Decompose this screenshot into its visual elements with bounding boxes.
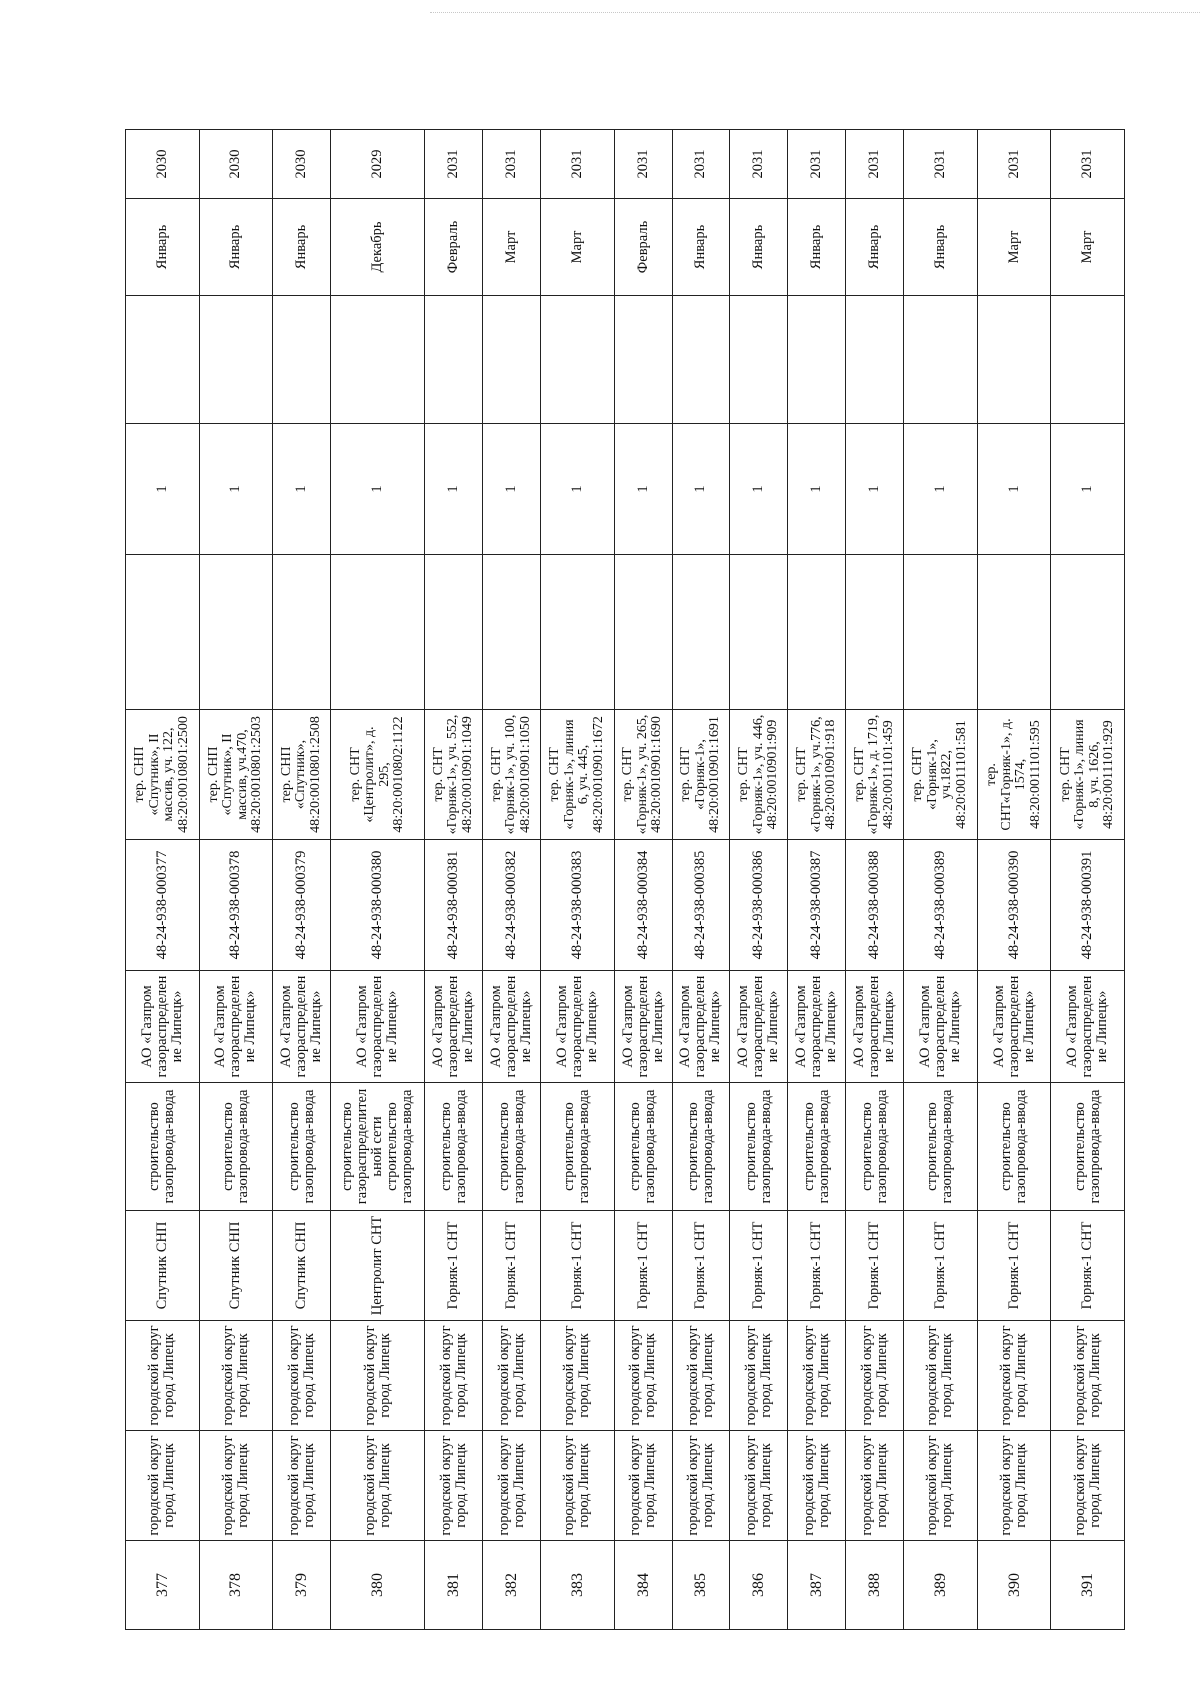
cell-month: Февраль	[425, 199, 483, 296]
cell-work-type: строительство газопровода-ввода	[199, 1083, 273, 1211]
cell-address: тер. СНТ «Горняк-1», уч. 552, 48:20:0010901:1049	[425, 710, 483, 840]
cell-empty-2	[614, 296, 672, 424]
cell-district: городской округ город Липецк	[672, 1431, 730, 1541]
cell-empty	[1051, 555, 1125, 710]
cell-month: Январь	[846, 199, 904, 296]
cell-row-number: 383	[541, 1541, 615, 1630]
cell-row-number: 382	[483, 1541, 541, 1630]
cell-settlement: городской округ город Липецк	[1051, 1321, 1125, 1431]
cell-empty-2	[199, 296, 273, 424]
cell-district: городской округ город Липецк	[904, 1431, 978, 1541]
cell-empty	[273, 555, 331, 710]
cell-work-type: строительство газопровода-ввода	[977, 1083, 1051, 1211]
cell-row-number: 390	[977, 1541, 1051, 1630]
cell-month: Январь	[199, 199, 273, 296]
table-row	[977, 130, 1051, 1630]
cell-empty-2	[730, 296, 788, 424]
cell-object-code: 48-24-938-000384	[614, 840, 672, 971]
cell-object-name: Горняк-1 СНТ	[730, 1211, 788, 1321]
cell-month: Январь	[273, 199, 331, 296]
cell-work-type: строительство газопровода-ввода	[425, 1083, 483, 1211]
scan-edge-line	[430, 12, 1200, 13]
cell-organization: АО «Газпром газораспределение Липецк»	[331, 971, 425, 1083]
cell-settlement: городской округ город Липецк	[730, 1321, 788, 1431]
cell-work-type: строительство газопровода-ввода	[904, 1083, 978, 1211]
cell-object-name: Горняк-1 СНТ	[614, 1211, 672, 1321]
cell-row-number: 386	[730, 1541, 788, 1630]
cell-quantity: 1	[1051, 424, 1125, 555]
cell-object-name: Спутник СНП	[199, 1211, 273, 1321]
cell-empty-2	[541, 296, 615, 424]
table-row	[614, 130, 672, 1630]
cell-year: 2031	[614, 130, 672, 199]
cell-row-number: 384	[614, 1541, 672, 1630]
table-row	[541, 130, 615, 1630]
cell-quantity: 1	[977, 424, 1051, 555]
cell-year: 2031	[672, 130, 730, 199]
cell-year: 2031	[904, 130, 978, 199]
gasification-schedule-table	[125, 129, 1125, 1630]
cell-organization: АО «Газпром газораспределение Липецк»	[904, 971, 978, 1083]
cell-district: городской округ город Липецк	[425, 1431, 483, 1541]
cell-district: городской округ город Липецк	[126, 1431, 200, 1541]
cell-object-code: 48-24-938-000377	[126, 840, 200, 971]
cell-district: городской округ город Липецк	[1051, 1431, 1125, 1541]
cell-month: Январь	[730, 199, 788, 296]
cell-month: Март	[977, 199, 1051, 296]
cell-year: 2030	[199, 130, 273, 199]
cell-address: тер. СНТ «Горняк-1», 48:20:0010901:1691	[672, 710, 730, 840]
cell-object-name: Горняк-1 СНТ	[1051, 1211, 1125, 1321]
cell-organization: АО «Газпром газораспределение Липецк»	[614, 971, 672, 1083]
table-row	[1051, 130, 1125, 1630]
cell-quantity: 1	[788, 424, 846, 555]
cell-object-code: 48-24-938-000379	[273, 840, 331, 971]
cell-year: 2031	[846, 130, 904, 199]
cell-district: городской округ город Липецк	[541, 1431, 615, 1541]
cell-empty	[904, 555, 978, 710]
cell-address: тер. СНТ «Центролит», д. 295, 48:20:0010802:1122	[331, 710, 425, 840]
cell-object-code: 48-24-938-000389	[904, 840, 978, 971]
cell-empty-2	[1051, 296, 1125, 424]
cell-object-name: Горняк-1 СНТ	[541, 1211, 615, 1321]
cell-organization: АО «Газпром газораспределение Липецк»	[483, 971, 541, 1083]
cell-row-number: 389	[904, 1541, 978, 1630]
cell-district: городской округ город Липецк	[730, 1431, 788, 1541]
cell-work-type: строительство газопровода-ввода	[541, 1083, 615, 1211]
cell-settlement: городской округ город Липецк	[846, 1321, 904, 1431]
cell-object-name: Горняк-1 СНТ	[483, 1211, 541, 1321]
cell-quantity: 1	[126, 424, 200, 555]
cell-quantity: 1	[614, 424, 672, 555]
cell-year: 2030	[126, 130, 200, 199]
cell-object-name: Горняк-1 СНТ	[672, 1211, 730, 1321]
cell-object-code: 48-24-938-000378	[199, 840, 273, 971]
cell-empty	[846, 555, 904, 710]
cell-month: Декабрь	[331, 199, 425, 296]
cell-work-type: строительство газопровода-ввода	[126, 1083, 200, 1211]
cell-quantity: 1	[331, 424, 425, 555]
table-row	[483, 130, 541, 1630]
cell-settlement: городской округ город Липецк	[977, 1321, 1051, 1431]
cell-object-name: Центролит СНТ	[331, 1211, 425, 1321]
cell-object-code: 48-24-938-000380	[331, 840, 425, 971]
cell-address: тер. СНТ «Горняк-1», уч.776, 48:20:0010901:918	[788, 710, 846, 840]
cell-empty-2	[977, 296, 1051, 424]
cell-organization: АО «Газпром газораспределение Липецк»	[199, 971, 273, 1083]
cell-address: тер. СНП «Спутник», 48:20:0010801:2508	[273, 710, 331, 840]
cell-object-code: 48-24-938-000388	[846, 840, 904, 971]
cell-empty	[199, 555, 273, 710]
table-row	[846, 130, 904, 1630]
cell-settlement: городской округ город Липецк	[672, 1321, 730, 1431]
cell-year: 2031	[1051, 130, 1125, 199]
cell-address: тер. СНП «Спутник», II массив, уч.470, 48:20:0010801:2503	[199, 710, 273, 840]
cell-object-name: Горняк-1 СНТ	[846, 1211, 904, 1321]
cell-empty-2	[273, 296, 331, 424]
cell-empty-2	[788, 296, 846, 424]
cell-object-name: Спутник СНП	[126, 1211, 200, 1321]
cell-work-type: строительство газораспределительной сети строительство газопровода-ввода	[331, 1083, 425, 1211]
cell-organization: АО «Газпром газораспределение Липецк»	[1051, 971, 1125, 1083]
cell-settlement: городской округ город Липецк	[904, 1321, 978, 1431]
cell-empty	[126, 555, 200, 710]
cell-empty	[672, 555, 730, 710]
cell-month: Февраль	[614, 199, 672, 296]
cell-month: Январь	[672, 199, 730, 296]
cell-month: Январь	[126, 199, 200, 296]
cell-settlement: городской округ город Липецк	[273, 1321, 331, 1431]
cell-object-code: 48-24-938-000390	[977, 840, 1051, 971]
cell-district: городской округ город Липецк	[614, 1431, 672, 1541]
cell-year: 2029	[331, 130, 425, 199]
cell-empty	[730, 555, 788, 710]
cell-month: Январь	[788, 199, 846, 296]
cell-organization: АО «Газпром газораспределение Липецк»	[730, 971, 788, 1083]
cell-address: тер. СНП «Спутник», II массив, уч. 122, 48:20:0010801:2500	[126, 710, 200, 840]
cell-empty-2	[331, 296, 425, 424]
cell-object-code: 48-24-938-000383	[541, 840, 615, 971]
cell-settlement: городской округ город Липецк	[331, 1321, 425, 1431]
table-row	[672, 130, 730, 1630]
cell-row-number: 388	[846, 1541, 904, 1630]
cell-settlement: городской округ город Липецк	[126, 1321, 200, 1431]
cell-month: Март	[541, 199, 615, 296]
cell-organization: АО «Газпром газораспределение Липецк»	[672, 971, 730, 1083]
cell-quantity: 1	[672, 424, 730, 555]
cell-settlement: городской округ город Липецк	[788, 1321, 846, 1431]
cell-address: тер. СНТ «Горняк-1», уч. 100, 48:20:0010901:1050	[483, 710, 541, 840]
cell-object-code: 48-24-938-000391	[1051, 840, 1125, 971]
cell-address: тер. СНТ «Горняк-1», уч.1822, 48:20:0011101:581	[904, 710, 978, 840]
cell-work-type: строительство газопровода-ввода	[614, 1083, 672, 1211]
cell-year: 2031	[541, 130, 615, 199]
cell-quantity: 1	[904, 424, 978, 555]
cell-settlement: городской округ город Липецк	[199, 1321, 273, 1431]
cell-quantity: 1	[273, 424, 331, 555]
cell-work-type: строительство газопровода-ввода	[672, 1083, 730, 1211]
cell-quantity: 1	[730, 424, 788, 555]
table-row	[425, 130, 483, 1630]
cell-month: Март	[483, 199, 541, 296]
table-row	[273, 130, 331, 1630]
table-row	[199, 130, 273, 1630]
cell-object-name: Спутник СНП	[273, 1211, 331, 1321]
table-row	[331, 130, 425, 1630]
cell-row-number: 379	[273, 1541, 331, 1630]
table-row	[904, 130, 978, 1630]
cell-address: тер. СНТ«Горняк-1», д. 1574, 48:20:0011101:595	[977, 710, 1051, 840]
cell-work-type: строительство газопровода-ввода	[273, 1083, 331, 1211]
cell-empty-2	[425, 296, 483, 424]
cell-organization: АО «Газпром газораспределение Липецк»	[541, 971, 615, 1083]
cell-address: тер. СНТ «Горняк-1», линия 8, уч. 1626, 48:20:0011101:929	[1051, 710, 1125, 840]
cell-year: 2031	[788, 130, 846, 199]
cell-year: 2031	[483, 130, 541, 199]
cell-month: Март	[1051, 199, 1125, 296]
cell-quantity: 1	[846, 424, 904, 555]
cell-empty	[331, 555, 425, 710]
cell-empty	[614, 555, 672, 710]
cell-organization: АО «Газпром газораспределение Липецк»	[273, 971, 331, 1083]
cell-year: 2031	[730, 130, 788, 199]
cell-district: городской округ город Липецк	[846, 1431, 904, 1541]
cell-row-number: 377	[126, 1541, 200, 1630]
cell-object-code: 48-24-938-000387	[788, 840, 846, 971]
cell-year: 2030	[273, 130, 331, 199]
cell-district: городской округ город Липецк	[331, 1431, 425, 1541]
cell-year: 2031	[977, 130, 1051, 199]
cell-address: тер. СНТ «Горняк-1», уч. 446, 48:20:0010901:909	[730, 710, 788, 840]
table-body	[126, 130, 1125, 1630]
cell-empty	[541, 555, 615, 710]
cell-work-type: строительство газопровода-ввода	[1051, 1083, 1125, 1211]
cell-object-code: 48-24-938-000386	[730, 840, 788, 971]
cell-settlement: городской округ город Липецк	[425, 1321, 483, 1431]
cell-empty-2	[846, 296, 904, 424]
cell-quantity: 1	[425, 424, 483, 555]
cell-empty-2	[672, 296, 730, 424]
cell-object-name: Горняк-1 СНТ	[977, 1211, 1051, 1321]
table-row	[730, 130, 788, 1630]
cell-row-number: 387	[788, 1541, 846, 1630]
cell-work-type: строительство газопровода-ввода	[483, 1083, 541, 1211]
cell-work-type: строительство газопровода-ввода	[730, 1083, 788, 1211]
rotated-table-container	[125, 130, 1125, 1630]
cell-organization: АО «Газпром газораспределение Липецк»	[846, 971, 904, 1083]
cell-district: городской округ город Липецк	[788, 1431, 846, 1541]
cell-district: городской округ город Липецк	[199, 1431, 273, 1541]
cell-empty-2	[126, 296, 200, 424]
cell-address: тер. СНТ «Горняк-1», линия 6, уч. 445, 48:20:0010901:1672	[541, 710, 615, 840]
cell-work-type: строительство газопровода-ввода	[846, 1083, 904, 1211]
cell-quantity: 1	[541, 424, 615, 555]
cell-row-number: 378	[199, 1541, 273, 1630]
cell-address: тер. СНТ «Горняк-1», д. 1719, 48:20:0011101:459	[846, 710, 904, 840]
cell-empty	[425, 555, 483, 710]
cell-settlement: городской округ город Липецк	[614, 1321, 672, 1431]
cell-organization: АО «Газпром газораспределение Липецк»	[977, 971, 1051, 1083]
cell-year: 2031	[425, 130, 483, 199]
cell-month: Январь	[904, 199, 978, 296]
cell-empty	[977, 555, 1051, 710]
cell-work-type: строительство газопровода-ввода	[788, 1083, 846, 1211]
cell-district: городской округ город Липецк	[273, 1431, 331, 1541]
cell-row-number: 391	[1051, 1541, 1125, 1630]
cell-empty-2	[483, 296, 541, 424]
cell-settlement: городской округ город Липецк	[541, 1321, 615, 1431]
cell-organization: АО «Газпром газораспределение Липецк»	[788, 971, 846, 1083]
cell-row-number: 381	[425, 1541, 483, 1630]
cell-address: тер. СНТ «Горняк-1», уч. 265, 48:20:0010901:1690	[614, 710, 672, 840]
cell-object-name: Горняк-1 СНТ	[788, 1211, 846, 1321]
cell-quantity: 1	[483, 424, 541, 555]
cell-row-number: 380	[331, 1541, 425, 1630]
table-row	[126, 130, 200, 1630]
cell-row-number: 385	[672, 1541, 730, 1630]
cell-object-code: 48-24-938-000382	[483, 840, 541, 971]
cell-quantity: 1	[199, 424, 273, 555]
cell-organization: АО «Газпром газораспределение Липецк»	[425, 971, 483, 1083]
cell-object-code: 48-24-938-000381	[425, 840, 483, 971]
cell-district: городской округ город Липецк	[483, 1431, 541, 1541]
cell-empty	[788, 555, 846, 710]
cell-empty	[483, 555, 541, 710]
cell-object-name: Горняк-1 СНТ	[904, 1211, 978, 1321]
cell-object-name: Горняк-1 СНТ	[425, 1211, 483, 1321]
table-row	[788, 130, 846, 1630]
cell-settlement: городской округ город Липецк	[483, 1321, 541, 1431]
cell-district: городской округ город Липецк	[977, 1431, 1051, 1541]
cell-object-code: 48-24-938-000385	[672, 840, 730, 971]
cell-organization: АО «Газпром газораспределение Липецк»	[126, 971, 200, 1083]
cell-empty-2	[904, 296, 978, 424]
